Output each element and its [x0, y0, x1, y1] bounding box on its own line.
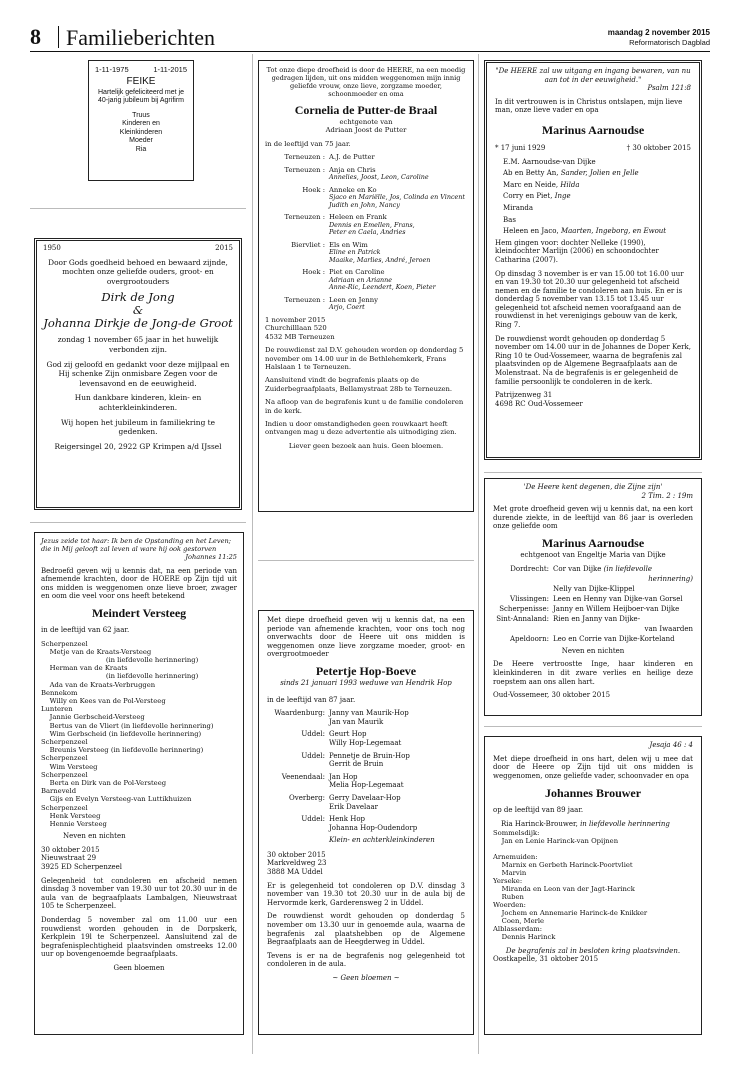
family-row [493, 565, 693, 574]
family-place: Overberg: [289, 793, 325, 802]
versteeg-obituary [34, 532, 244, 1035]
family-place: Terneuzen : [284, 153, 325, 162]
family-names [553, 575, 693, 584]
hop-family [267, 709, 465, 832]
brouwer-age: op de leeftijd van 89 jaar. [493, 806, 584, 815]
family-place: Scherpenisse: [499, 604, 549, 613]
aarnoudse-family [495, 158, 691, 236]
family-grandchildren: Dennis en Emellen, Frans, Peter en Caela, Andries [329, 220, 415, 237]
jubilee-announcement [34, 238, 242, 510]
family-members: Janny en Willem Heijboer-van Dijke [553, 604, 680, 613]
aarnoudse-verse-ref: Psalm 121:8 [647, 84, 691, 93]
aarnoudse-text-1: Hem gingen voor: dochter Nelleke (1990), kleindochter Marlijn (2006) en schoondochter Catharina (2007). [495, 238, 659, 264]
jubilee-ampersand: & [132, 303, 144, 318]
braal-family [265, 153, 467, 312]
brouwer-spouse: Ria Harinck-Brouwer, [501, 819, 578, 828]
versteeg-nephews: Neven en nichten [63, 832, 126, 841]
family-row [503, 227, 691, 236]
header-paper: Reformatorisch Dagblad [629, 38, 710, 47]
family-row [267, 794, 465, 811]
jubilee-name-2: Johanna Dirkje de Jong-de Groot [43, 316, 233, 331]
brouwer-intro: Met diepe droefheid in ons hart, delen wij u mee dat door de Heere op Zijn tijd uit ons midden is weggenomen, onze geliefde vader, schoonvader en opa [493, 754, 693, 780]
braal-name: Cornelia de Putter-de Braal [294, 103, 438, 117]
braal-text-4: Indien u door omstandigheden geen rouwkaart heeft ontvangen mag u deze advertentie als uitnodiging zien. [265, 420, 457, 437]
family-members: Heleen en Frank [329, 213, 387, 222]
family-members: Marc en Neide, [503, 180, 561, 189]
family-row [265, 268, 467, 292]
aarnoudse-intro: In dit vertrouwen is in Christus ontslapen, mijn lieve man, onze lieve vader en opa [495, 97, 683, 115]
family-names [329, 186, 467, 210]
feike-name: FEIKE [126, 75, 156, 87]
horizontal-divider [258, 560, 474, 561]
jubilee-name-1: Dirk de Jong [101, 290, 175, 305]
family-place: Sint-Annaland: [496, 615, 549, 624]
aarnoudse-died: † 30 oktober 2015 [626, 143, 691, 152]
family-place: Terneuzen : [284, 165, 325, 174]
family-place: Biervliet : [291, 240, 325, 249]
versteeg-text-1: Gelegenheid tot condoleren en afscheid nemen dinsdag 3 november van 19.30 uur tot 20.30 uur in de aula van de begraafplaats Lambalgen, Nieuwstraat 105 te Scherpenzeel. [41, 876, 237, 911]
aarnoudse-obituary [484, 60, 702, 460]
family-row [265, 296, 467, 312]
family-place: Terneuzen : [284, 296, 325, 304]
family-members: Corry en Piet, [503, 192, 555, 201]
family-row [493, 595, 693, 604]
family-place: Vlissingen: [510, 594, 549, 603]
feike-announcement [88, 60, 194, 181]
horizontal-divider [484, 726, 702, 727]
aarnoudse2-text-1: De Heere vertroostte Inge, haar kinderen en kleinkinderen in dit zware verlies en heilige deze roepstem aan ons allen hart. [493, 660, 693, 686]
family-place: Dordrecht: [510, 564, 549, 573]
aarnoudse2-verse-ref: 2 Tim. 2 : 19m [641, 491, 693, 500]
family-names [553, 585, 693, 594]
family-row [267, 773, 465, 790]
family-place: Terneuzen : [284, 213, 325, 222]
hop-intro: Met diepe droefheid geven wij u kennis dat, na een periode van afnemende krachten, voor ons toch nog onverwachts door de Heere uit ons midden is weggenomen onze lieve zorgzame moeder, groot- en overgrootmoeder [267, 616, 465, 659]
jubilee-intro: Door Gods goedheid behoed en bewaard zijnde, mochten onze geliefde ouders, groot- en overgrootouders [48, 257, 228, 286]
jubilee-year-to: 2015 [215, 244, 233, 252]
hop-age: in de leeftijd van 87 jaar. [267, 695, 356, 704]
family-members: Anneke en Ko [329, 185, 377, 194]
family-members: Cor van Dijke [553, 564, 604, 573]
family-names [553, 635, 693, 644]
family-row [503, 158, 691, 167]
braal-text-2: Aansluitend vindt de begrafenis plaats op de Zuiderbegraafplaats, Bellamystraat 28b te Terneuzen. [265, 376, 453, 393]
hop-grandkids: Klein- en achterkleinkinderen [329, 836, 435, 845]
family-place: Apeldoorn: [509, 635, 549, 644]
column-divider [252, 54, 253, 1054]
family-members: Leen en Henny van Dijke-van Gorsel [553, 594, 683, 603]
family-row [265, 241, 467, 265]
horizontal-divider [30, 522, 246, 523]
family-grandchildren: Hilda [560, 180, 580, 189]
jubilee-text-3: Hun dankbare kinderen, klein- en achterkleinkinderen. [74, 393, 202, 412]
aarnoudse2-verse: 'De Heere kent degenen, die Zijne zijn' [523, 483, 663, 491]
family-place [493, 585, 553, 594]
family-grandchildren: Eline en Patrick Maaike, Marlies, André, Jeroen [329, 248, 431, 264]
family-place: Uddel: [301, 815, 325, 824]
versteeg-verse: Jezus zeide tot haar: Ik ben de Opstanding en het Leven; die in Mij gelooft zal leven al ware hij ook gestorven [41, 537, 232, 553]
family-grandchildren: Maarten, Ingeborg, en Ewout [560, 227, 667, 236]
family-row [265, 186, 467, 210]
family-names: Janny van Maurik-Hop Jan van Maurik [329, 709, 409, 726]
versteeg-age: in de leeftijd van 62 jaar. [41, 625, 130, 634]
feike-text: Hartelijk gefeliciteerd met je 40-jarig jubileum bij Agrifirm [98, 88, 184, 105]
family-place: Hoek : [302, 268, 325, 277]
aarnoudse-name: Marinus Aarnoudse [541, 122, 645, 137]
header-rule [30, 51, 710, 52]
hop-name: Petertje Hop-Boeve [315, 663, 417, 678]
family-members: Piet en Caroline [329, 268, 385, 277]
family-row [493, 575, 693, 584]
versteeg-intro: Bedroefd geven wij u kennis dat, na een periode van afnemende krachten, door de HOERE op Zijn tijd uit ons midden is weggenomen onze lieve broer, zwager en oom die veel voor ons heeft betekend [41, 566, 237, 601]
column-divider [478, 54, 479, 1054]
aarnoudse-text-3: De rouwdienst wordt gehouden op donderdag 5 november om 14.00 uur in de Johannes de Doper Kerk, Ring 10 te Oud-Vossemeer, waarna de begrafenis zal plaatsvinden op de Algemene Begraafplaats aan de Molenstraat. Na de begrafenis is er gelegenheid de familie persoonlijk te condoleren in de kerk. [495, 334, 691, 386]
family-names [553, 605, 693, 614]
hop-address: 30 oktober 2015 Markveldweg 23 3888 MA Uddel [267, 850, 327, 877]
versteeg-verse-ref: Johannes 11:25 [185, 553, 237, 561]
brouwer-funeral: De begrafenis zal in besloten kring plaatsvinden. [505, 946, 681, 955]
aarnoudse-text-2: Op dinsdag 3 november is er van 15.00 tot 16.00 uur en van 19.30 tot 20.30 uur gelegenheid tot afscheid nemen en de familie te condoleren aan huis. En er is donderdag 5 november van 13.15 tot 13.45 uur gelegenheid tot afscheid nemen voorafgaand aan de rouwdienst in het verenigings gebouw van de kerk, Ring 7. [495, 269, 684, 330]
hop-text-3: Tevens is er na de begrafenis nog gelegenheid tot condoleren in de aula. [267, 951, 465, 969]
braal-spouse: Adriaan Joost de Putter [325, 126, 407, 135]
feike-signers: Truus Kinderen en Kleinkinderen Moeder Ria [119, 111, 163, 153]
aarnoudse-verse: "De HEERE zal uw uitgang en ingang bewaren, van nu aan tot in der eeuwigheid." [495, 67, 691, 84]
family-row [493, 585, 693, 594]
family-row [503, 181, 691, 190]
braal-age: in de leeftijd van 75 jaar. [265, 139, 351, 148]
aarnoudse2-spouse: echtgenoot van Engeltje Maria van Dijke [520, 550, 666, 559]
family-place [493, 625, 553, 634]
family-grandchildren: Inge [554, 192, 571, 201]
family-names: Pennetje de Bruin-Hop Gerrit de Bruin [329, 751, 410, 769]
brouwer-family: Sommelsdijk: Jan en Lenie Harinck-van Opijnen Arnemuiden: Marnix en Gerbeth Harinck-Poortvliet Marvin Yerseke: Miranda en Leon van der Jagt-Harinck Ruben Woerden: Jochem en Annemarie Harinck-de Knikker Coen, Merle Alblasserdam: Dennis Harinck [493, 828, 648, 941]
braal-intro: Tot onze diepe droefheid is door de HEERE, na een moedig gedragen lijden, uit ons midden weggenomen mijn innig geliefde vrouw, onze lieve, zorgzame moeder, schoonmoeder en oma [266, 66, 466, 98]
feike-date-from: 1-11-1975 [95, 65, 129, 74]
family-row [265, 166, 467, 182]
family-names [553, 595, 693, 604]
family-names [329, 166, 467, 182]
versteeg-text-2: Donderdag 5 november zal om 11.00 uur een rouwdienst worden gehouden in de Dorpskerk, Kerkplein 19l te Scherpenzeel. Aansluitend zal de begrafenisplechtigheid plaatsvinden omstreeks 12.00 uur op bovengenoemde begraafplaats. [41, 915, 237, 959]
family-names [553, 625, 693, 634]
family-members: Rien en Janny van Dijke- [553, 615, 641, 624]
family-note: (in liefdevolle [603, 564, 652, 573]
braal-text-1: De rouwdienst zal D.V. gehouden worden op donderdag 5 november om 14.00 uur in de Bethlehemkerk, Frans Halslaan 1 te Terneuzen. [265, 346, 464, 372]
braal-address: 1 november 2015 Churchilllaan 520 4532 MB Terneuzen [265, 316, 335, 341]
hop-flowers: ~ Geen bloemen ~ [332, 974, 400, 982]
brouwer-obituary [484, 736, 702, 1035]
braal-obituary [258, 60, 474, 512]
family-members: A.J. de Putter [329, 153, 375, 162]
family-place: Uddel: [301, 730, 325, 739]
family-members: Nelly van Dijke-Klippel [553, 584, 635, 593]
family-names [329, 241, 467, 265]
aarnoudse2-address: Oud-Vossemeer, 30 oktober 2015 [493, 691, 611, 700]
jubilee-text-1: zondag 1 november 65 jaar in het huwelijk verbonden zijn. [57, 335, 219, 354]
jubilee-year-from: 1950 [43, 244, 61, 252]
versteeg-address: 30 oktober 2015 Nieuwstraat 29 3925 ED Scherpenzeel [41, 845, 123, 872]
aarnoudse-born: * 17 juni 1929 [495, 143, 546, 152]
family-grandchildren: Adriaan en Arianne Anne-Ric, Leendert, Koen, Pieter [329, 275, 436, 292]
hop-text-2: De rouwdienst wordt gehouden op donderdag 5 november om 13.30 uur in genoemde aula, waarna de begrafenis zal plaatshebben op de Algemene Begraafplaats aan de Heegderweg in Uddel. [267, 912, 465, 947]
family-names [329, 213, 467, 237]
family-members: E.M. Aarnoudse-van Dijke [503, 157, 596, 166]
family-place: Uddel: [301, 751, 325, 760]
family-members: van Iwaarden [644, 625, 693, 634]
family-grandchildren: Annelies, Joost, Leon, Caroline [329, 173, 429, 182]
family-note: herinnering) [648, 574, 693, 583]
section-title: Familieberichten [66, 25, 216, 50]
family-names: Geurt Hop Willy Hop-Legemaat [329, 730, 402, 747]
family-names [329, 153, 467, 161]
family-row [493, 605, 693, 614]
family-members: Els en Wim [329, 240, 368, 249]
family-row [493, 625, 693, 634]
jubilee-address: Reigersingel 20, 2922 GP Krimpen a/d IJssel [54, 441, 222, 451]
family-members: Heleen en Jaco, [503, 227, 561, 236]
family-names: Jan Hop Melia Hop-Legemaat [329, 772, 404, 790]
family-row [267, 730, 465, 747]
brouwer-spouse-note: in liefdevolle herinnering [577, 819, 670, 828]
family-row [267, 709, 465, 726]
aarnoudse2-obituary [484, 478, 702, 716]
feike-date-to: 1-11-2015 [153, 65, 187, 74]
brouwer-verse-ref: Jesaja 46 : 4 [649, 741, 693, 749]
family-names [553, 565, 693, 574]
family-place: Waardenburg: [274, 709, 325, 718]
aarnoudse2-name: Marinus Aarnoudse [541, 535, 645, 550]
family-row [267, 815, 465, 832]
versteeg-flowers: Geen bloemen [113, 963, 165, 972]
hop-subtitle: sinds 21 januari 1993 weduwe van Hendrik Hop [280, 678, 452, 687]
family-names: Gerry Davelaar-Hop Erik Davelaar [329, 793, 401, 811]
header-divider [58, 26, 59, 48]
family-row [503, 192, 691, 201]
braal-text-5: Liever geen bezoek aan huis. Geen bloemen. [288, 441, 444, 450]
family-members: Anja en Chris [329, 165, 376, 174]
family-members: Leen en Jenny [329, 296, 378, 304]
versteeg-name: Meindert Versteeg [91, 605, 187, 620]
family-grandchildren: Sjaco en Mariëlle, Jos, Colinda en Vincent Judith en John, Nancy [329, 193, 465, 209]
family-row [267, 752, 465, 769]
brouwer-address: Oostkapelle, 31 oktober 2015 [493, 955, 599, 964]
family-row [265, 153, 467, 161]
family-names [329, 268, 467, 292]
family-members: Ab en Betty An, [503, 169, 561, 178]
family-row [265, 213, 467, 237]
family-names [329, 296, 467, 312]
family-members: Leo en Corrie van Dijke-Korteland [553, 635, 675, 644]
header-date: maandag 2 november 2015 [607, 28, 710, 37]
family-row [493, 635, 693, 644]
aarnoudse2-nephews: Neven en nichten [561, 646, 625, 655]
family-place: Veenendaal: [281, 772, 325, 781]
versteeg-family: Scherpenzeel Metje van de Kraats-Versteeg (in liefdevolle herinnering) Herman van de Kraats (in liefdevolle herinnering) Ada van de Kraats-Verbruggen Bennekom Willy en Kees van de Pol-Versteeg Lunteren Jannie Gerbscheid-Versteeg Bertus van de Vliert (in liefdevolle herinnering) Wim Gerbscheid (in liefdevolle herinnering) Scherpenzeel Breunis Versteeg (in liefdevolle herinnering) Scherpenzeel Wim Versteeg Scherpenzeel Berta en Dirk van de Pol-Versteeg Barneveld Gijs en Evelyn Versteeg-van Luttikhuizen Scherpenzeel Henk Versteeg Hennie Versteeg [41, 639, 214, 829]
page-number: 8 [30, 24, 41, 49]
family-grandchildren: Sander, Jolien en Jelle [560, 169, 639, 178]
aarnoudse2-family [493, 565, 693, 644]
family-names [553, 615, 693, 624]
family-members: Miranda [503, 203, 534, 212]
hop-text-1: Er is gelegenheid tot condoleren op D.V. dinsdag 3 november van 19.30 tot 20.30 uur in de aula bij de Hervormde kerk, Garderensweg 2 in Uddel. [267, 881, 465, 907]
family-row [493, 615, 693, 624]
hop-obituary [258, 610, 474, 1035]
family-grandchildren: Arjo, Coert [329, 303, 365, 312]
jubilee-text-4: Wij hopen het jubileum in familiekring te gedenken. [61, 417, 215, 437]
horizontal-divider [484, 472, 702, 473]
family-row [503, 169, 691, 178]
aarnoudse-address: Patrijzenweg 31 4698 RC Oud-Vossemeer [495, 391, 583, 408]
brouwer-name: Johannes Brouwer [544, 786, 642, 801]
family-place [493, 575, 553, 584]
family-row [503, 216, 691, 225]
family-names: Henk Hop Johanna Hop-Oudendorp [329, 815, 418, 832]
horizontal-divider [30, 208, 246, 209]
family-members: Bas [503, 215, 516, 224]
family-place: Hoek : [302, 185, 325, 194]
family-row [503, 204, 691, 213]
braal-text-3: Na afloop van de begrafenis kunt u de familie condoleren in de kerk. [265, 398, 464, 415]
jubilee-text-2: God zij geloofd en gedankt voor deze mijlpaal en Hij schenke Zijn onmisbare Zegen voor de levensavond en de eeuwigheid. [46, 359, 230, 388]
braal-spouse-label: echtgenote van [339, 118, 393, 126]
aarnoudse2-intro: Met grote droefheid geven wij u kennis dat, na een kort durende ziekte, in de leeftijd van 86 jaar is overleden onze geliefde oom [493, 505, 693, 531]
